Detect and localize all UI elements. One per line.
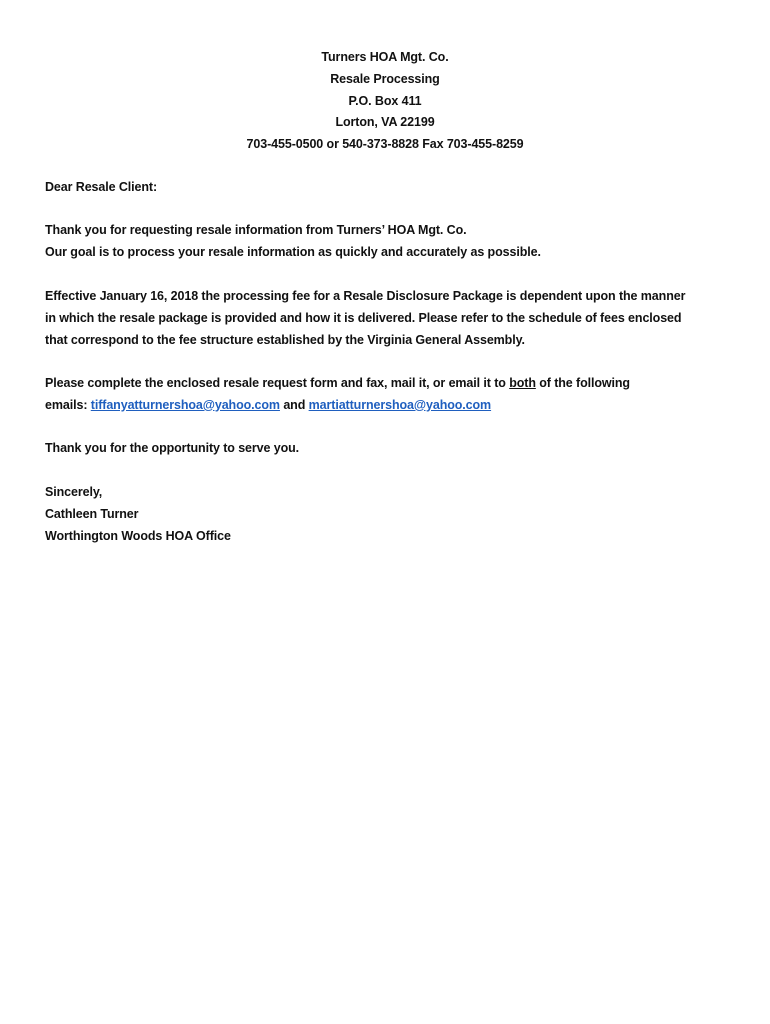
signer-name: Cathleen Turner: [45, 506, 139, 521]
thanks-block: [45, 438, 735, 460]
instructions-text-tail: of the following: [535, 376, 630, 390]
paragraph-intro-line-1: Thank you for requesting resale information from Turners’ HOA Mgt. Co.: [45, 223, 467, 237]
thanks-line: Thank you for the opportunity to serve you.: [45, 441, 300, 455]
email-link-marti[interactable]: martiatturnershoa@yahoo.com: [308, 397, 492, 412]
paragraph-instructions-line-1: [45, 373, 735, 395]
city-state-zip: Lorton, VA 22199: [335, 115, 435, 130]
po-box: P.O. Box 411: [348, 93, 422, 108]
paragraph-fees: [45, 286, 735, 351]
instructions-text: Please complete the enclosed resale request form and fax, mail it, or email it to: [45, 376, 510, 390]
paragraph-intro: [45, 220, 735, 264]
company-name: Turners HOA Mgt. Co.: [321, 50, 449, 64]
emails-conjunction: and: [279, 397, 309, 412]
paragraph-fees-line-2: in which the resale package is provided and how it is delivered. Please refer to the schedule of fees enclosed: [45, 310, 682, 325]
paragraph-intro-line-2: Our goal is to process your resale information as quickly and accurately as possible.: [45, 244, 541, 259]
paragraph-fees-line-3: that correspond to the fee structure established by the Virginia General Assembly.: [45, 332, 525, 347]
paragraph-fees-line-1: Effective January 16, 2018 the processing fee for a Resale Disclosure Package is dependent upon the manner: [45, 289, 686, 303]
department-name: Resale Processing: [330, 71, 440, 86]
email-link-tiffany[interactable]: tiffanyatturnershoa@yahoo.com: [90, 397, 280, 412]
phone-fax-line: 703-455-0500 or 540-373-8828 Fax 703-455-8259: [246, 137, 524, 152]
paragraph-instructions-line-2: [45, 395, 735, 417]
letterhead: [0, 47, 770, 156]
salutation: Dear Resale Client:: [45, 180, 158, 194]
emails-label: emails:: [45, 397, 91, 412]
salutation-block: [45, 177, 735, 199]
signer-office: Worthington Woods HOA Office: [45, 528, 231, 543]
closing: Sincerely,: [45, 485, 103, 499]
signature-block: [45, 482, 735, 547]
emphasis-both: both: [509, 376, 536, 390]
paragraph-instructions: [45, 373, 735, 417]
